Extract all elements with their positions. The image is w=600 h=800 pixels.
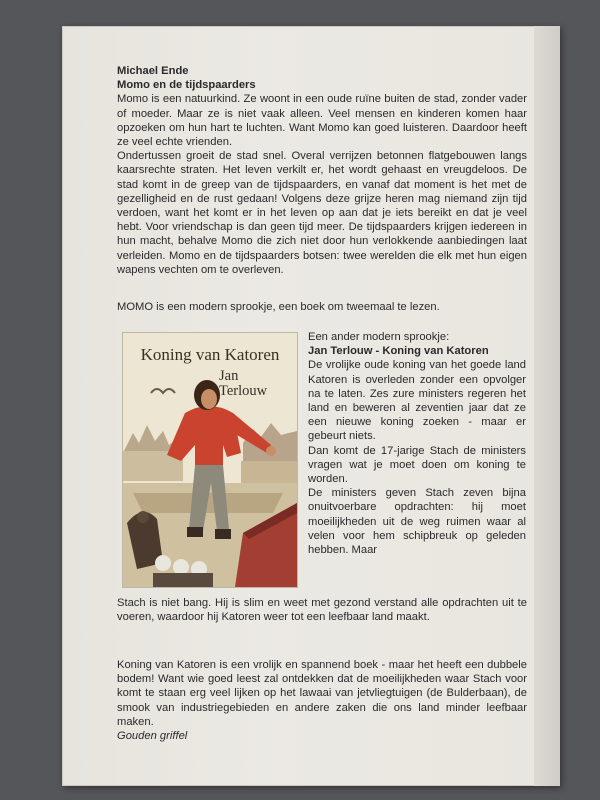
inset-cover-author-last: Terlouw	[219, 383, 268, 399]
katoren-heading: Jan Terlouw - Koning van Katoren	[308, 345, 489, 358]
momo-author: Michael Ende	[117, 65, 189, 77]
katoren-closing-paragraph: Koning van Katoren is een vrolijk en spannend boek - maar het heeft een dubbele bodem! Want wie goed leest zal ontdekken dat de moeilijkheden waar Stach voor komt te staan erg veel lijken op het lawaai van jetvliegtuigen (de Bulderbaan), de smook van industriegebieden en andere zaken die ons land minder leefbaar maken.	[117, 659, 527, 728]
katoren-paragraph-1: De vrolijke oude koning van het goede land Katoren is overleden zonder een opvolger na te laten. Zes zure ministers regeren het land en beweren al zeventien jaar dat ze een nieuwe koning zoeken - maar er gebeurt niets.	[308, 359, 526, 443]
momo-tagline	[117, 300, 537, 314]
momo-title: Momo en de tijdspaarders	[117, 79, 256, 92]
katoren-description-continued	[117, 596, 527, 624]
momo-paragraph-2: Ondertussen groeit de stad snel. Overal verrijzen betonnen flatgebouwen langs kaarsrechte straten. Het leven verkilt er, het wordt gehaast en vreugdeloos. De stad komt in de greep van de tijdspaarders, en vanaf dat moment is het met de gezelligheid en de rust gedaan! Volgens deze grijze heren mag niemand zijn tijd verdoen, want het komt er in het leven op aan dat je iets bereikt en dat je veel hebt. Voor vriendschap is dan geen tijd meer. De tijdspaarders krijgen iedereen in hun macht, behalve Momo die zich niet door hun verlokkende aanbiedingen laat verleiden. Momo en de tijdspaarders botsen: twee werelden die elk met hun eigen wapens vechten om te overleven.	[117, 150, 527, 276]
inset-cover-author	[219, 369, 289, 399]
momo-paragraph-1: Momo is een natuurkind. Ze woont in een oude ruïne buiten de stad, zonder vader of moeder. Maar ze is niet vaak alleen. Veel mensen en kinderen komen haar opzoeken om hun hart te luchten. Want Momo kan goed luisteren. Daardoor heeft ze veel echte vrienden.	[117, 93, 527, 149]
katoren-intro: Een ander modern sprookje:	[308, 331, 450, 343]
katoren-paragraph-3-continued: Stach is niet bang. Hij is slim en weet met gezond verstand alle opdrachten uit te voeren, waardoor hij Katoren weer tot een leefbaar land maakt.	[117, 597, 527, 624]
momo-description	[117, 64, 527, 277]
katoren-description	[308, 330, 526, 557]
koning-van-katoren-cover-image	[123, 333, 297, 587]
cover-spine-edge	[534, 26, 560, 786]
katoren-paragraph-3: De ministers geven Stach zeven bijna onuitvoerbare opdrachten: hij moet moeilijkheden uit de weg ruimen waar al velen voor hem schipbreuk op geleden hebben. Maar	[308, 487, 526, 557]
award-label: Gouden griffel	[117, 730, 188, 743]
inset-cover-title: Koning van Katoren	[140, 345, 280, 364]
katoren-paragraph-2: Dan komt de 17-jarige Stach de ministers vragen wat je moet doen om koning te worden.	[308, 444, 526, 486]
momo-tagline-text: MOMO is een modern sprookje, een boek om tweemaal te lezen.	[117, 301, 440, 313]
inset-cover-author-first: Jan	[219, 368, 239, 384]
katoren-closing	[117, 658, 527, 743]
